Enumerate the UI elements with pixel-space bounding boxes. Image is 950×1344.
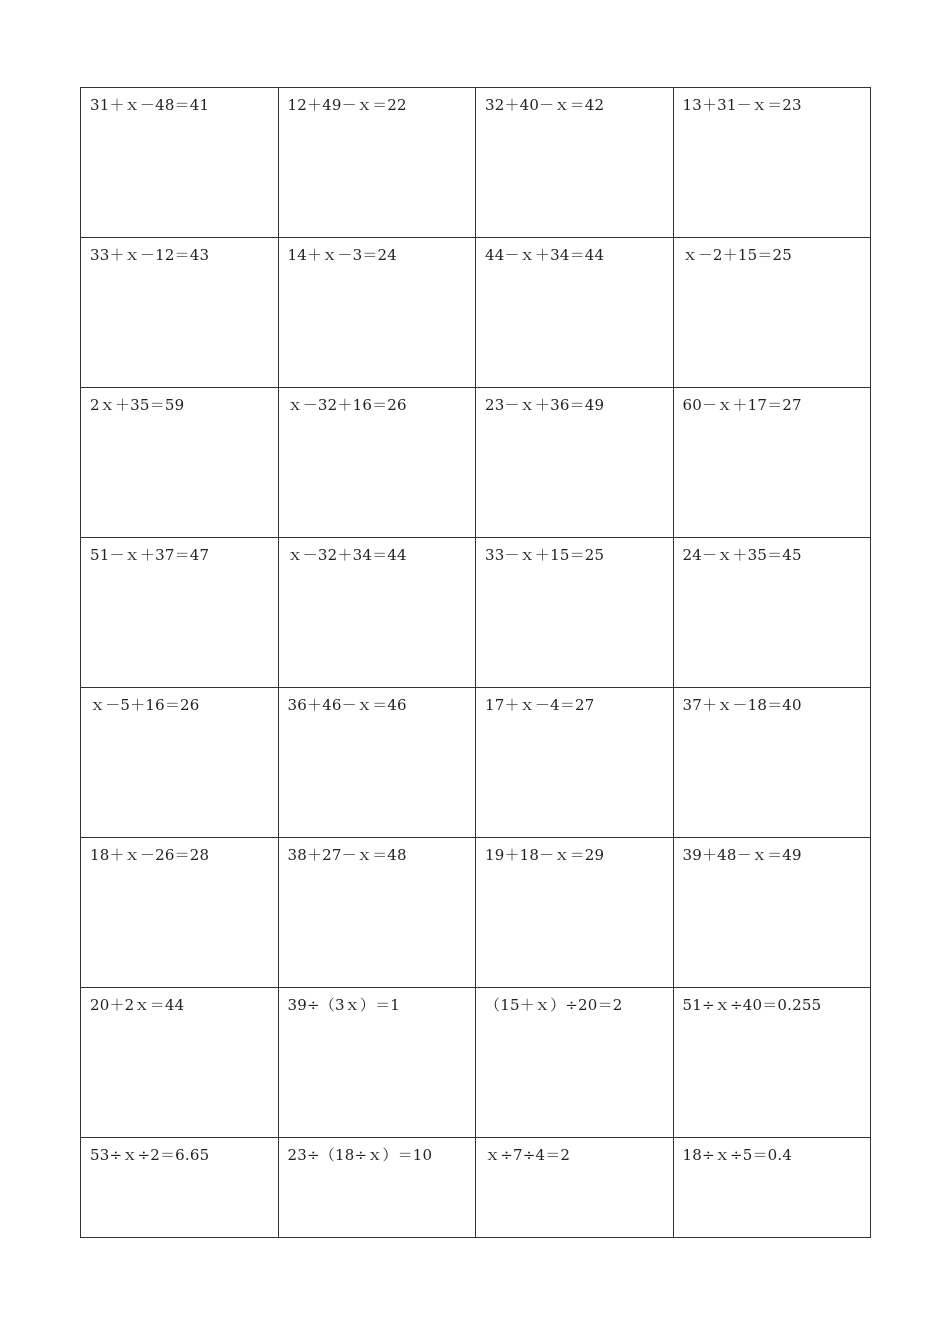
equation-cell: 31＋ｘ－48＝41 <box>81 88 279 238</box>
equation-cell: ｘ－2＋15＝25 <box>673 238 871 388</box>
equation-cell: 39＋48－ｘ＝49 <box>673 838 871 988</box>
equation-cell: 23－ｘ＋36＝49 <box>476 388 674 538</box>
equation-cell: 51－ｘ＋37＝47 <box>81 538 279 688</box>
table-row <box>81 838 871 988</box>
equation-cell: ｘ－5＋16＝26 <box>81 688 279 838</box>
equation-cell: ｘ－32＋34＝44 <box>278 538 476 688</box>
table-row <box>81 688 871 838</box>
equation-cell: 12＋49－ｘ＝22 <box>278 88 476 238</box>
table-row <box>81 988 871 1138</box>
table-row <box>81 388 871 538</box>
equation-cell: 37＋ｘ－18＝40 <box>673 688 871 838</box>
equation-cell: 53÷ｘ÷2＝6.65 <box>81 1138 279 1238</box>
equation-cell: 33－ｘ＋15＝25 <box>476 538 674 688</box>
equation-cell: 17＋ｘ－4＝27 <box>476 688 674 838</box>
equation-cell: 39÷（3ｘ）＝1 <box>278 988 476 1138</box>
table-row <box>81 238 871 388</box>
equation-worksheet-table <box>80 87 871 1238</box>
equation-cell: 33＋ｘ－12＝43 <box>81 238 279 388</box>
equation-cell: 23÷（18÷ｘ）＝10 <box>278 1138 476 1238</box>
equation-cell: 14＋ｘ－3＝24 <box>278 238 476 388</box>
equation-cell: 44－ｘ＋34＝44 <box>476 238 674 388</box>
equation-cell: 2ｘ＋35＝59 <box>81 388 279 538</box>
equation-cell: 20＋2ｘ＝44 <box>81 988 279 1138</box>
equation-cell: 19＋18－ｘ＝29 <box>476 838 674 988</box>
equation-cell: 38＋27－ｘ＝48 <box>278 838 476 988</box>
equation-cell: 18＋ｘ－26＝28 <box>81 838 279 988</box>
equation-cell: ｘ÷7÷4＝2 <box>476 1138 674 1238</box>
equation-cell: 60－ｘ＋17＝27 <box>673 388 871 538</box>
equation-cell: （15＋ｘ）÷20＝2 <box>476 988 674 1138</box>
equation-cell: 36＋46－ｘ＝46 <box>278 688 476 838</box>
equation-cell: 13＋31－ｘ＝23 <box>673 88 871 238</box>
equation-cell: 18÷ｘ÷5＝0.4 <box>673 1138 871 1238</box>
table-row <box>81 538 871 688</box>
equation-cell: 24－ｘ＋35＝45 <box>673 538 871 688</box>
table-row <box>81 88 871 238</box>
equation-cell: 32＋40－ｘ＝42 <box>476 88 674 238</box>
equation-cell: ｘ－32＋16＝26 <box>278 388 476 538</box>
table-row <box>81 1138 871 1238</box>
equation-cell: 51÷ｘ÷40＝0.255 <box>673 988 871 1138</box>
